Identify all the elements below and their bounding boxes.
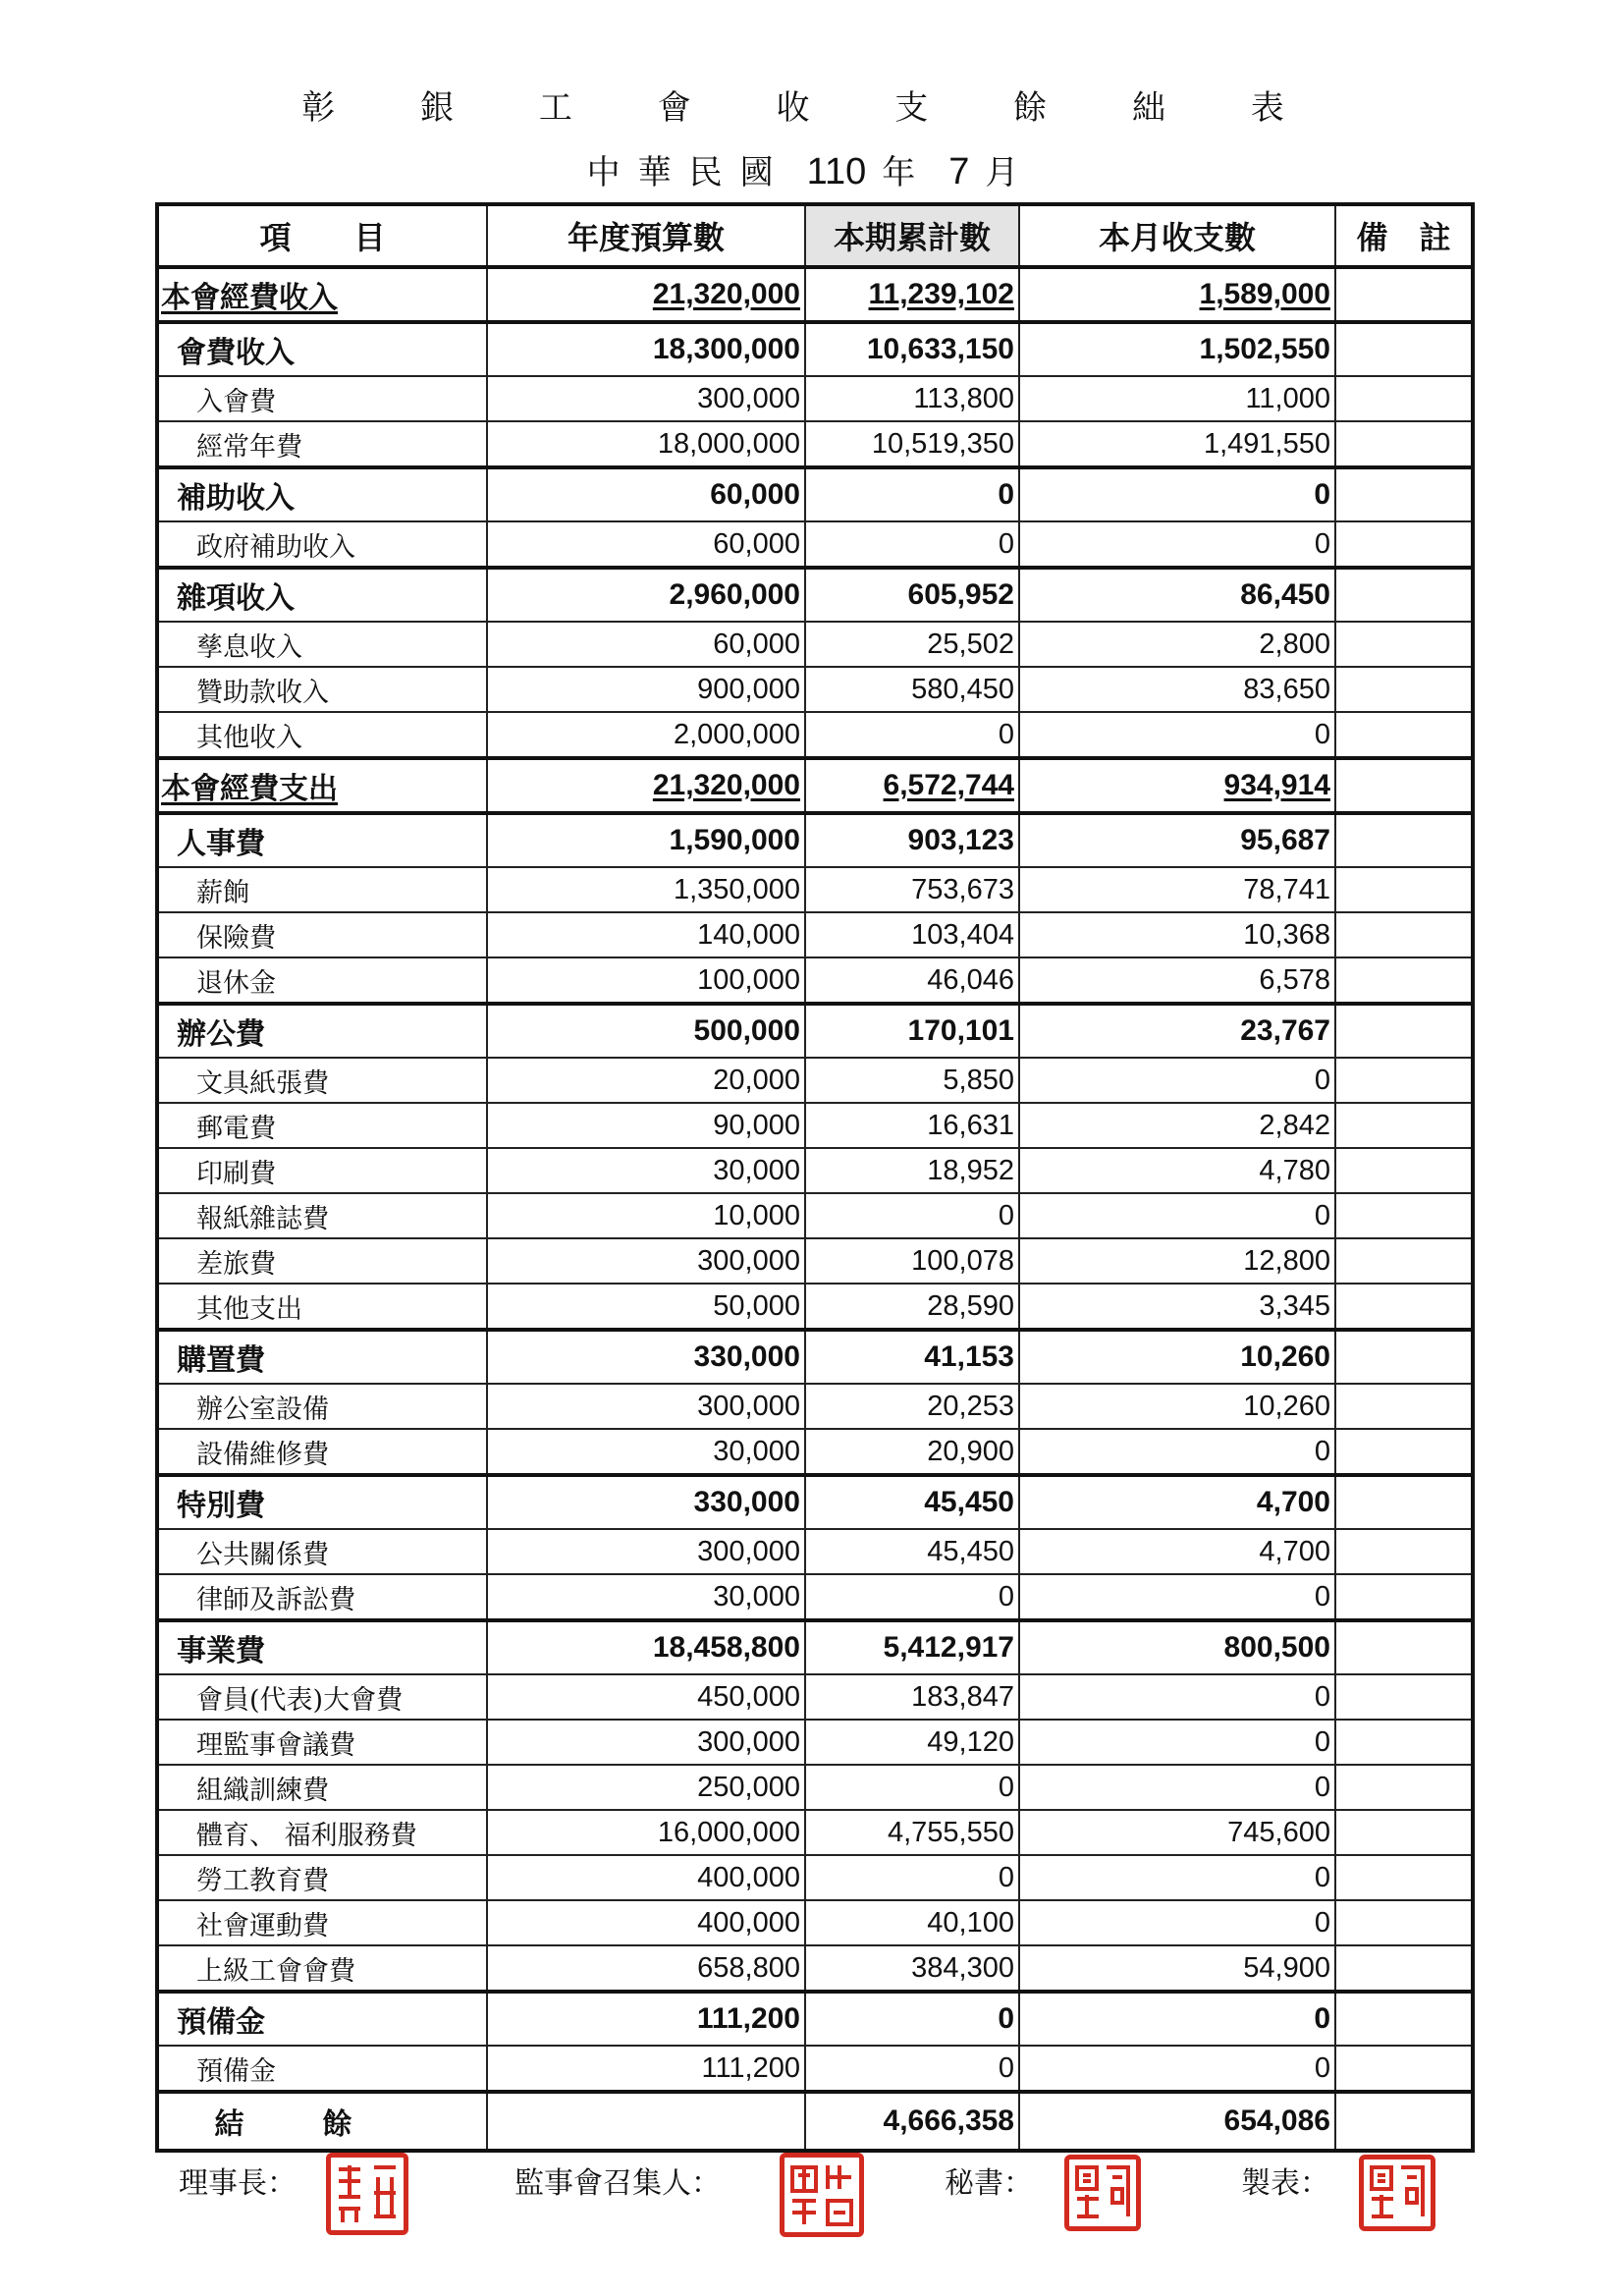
cumulative-cell: 0 <box>805 1992 1019 2046</box>
cumulative-cell-text: 6,572,744 <box>883 769 1014 801</box>
cumulative-cell: 0 <box>805 1765 1019 1810</box>
monthly-cell: 654,086 <box>1019 2092 1335 2151</box>
monthly-cell <box>1019 758 1335 813</box>
remarks-cell <box>1335 1148 1473 1193</box>
cumulative-cell: 49,120 <box>805 1720 1019 1765</box>
budget-cell: 2,960,000 <box>487 568 805 622</box>
secretary-seal-stamp <box>1064 2155 1141 2231</box>
remarks-cell <box>1335 813 1473 867</box>
cumulative-cell: 16,631 <box>805 1103 1019 1148</box>
preparer-seal-stamp <box>1359 2155 1435 2231</box>
header-remarks: 備 註 <box>1335 204 1473 267</box>
row-label: 其他支出 <box>157 1284 487 1330</box>
period-prefix: 中華民國 <box>586 153 791 192</box>
header-item: 項 目 <box>157 204 487 267</box>
budget-cell: 30,000 <box>487 1429 805 1475</box>
subtotal-row <box>157 467 1473 521</box>
cumulative-cell: 5,850 <box>805 1058 1019 1103</box>
monthly-cell: 54,900 <box>1019 1945 1335 1992</box>
monthly-cell: 2,800 <box>1019 622 1335 667</box>
remarks-cell <box>1335 2092 1473 2151</box>
budget-cell: 400,000 <box>487 1900 805 1945</box>
remarks-cell <box>1335 1330 1473 1384</box>
cumulative-cell-text: 11,239,102 <box>868 278 1014 310</box>
budget-cell: 400,000 <box>487 1855 805 1900</box>
budget-cell: 20,000 <box>487 1058 805 1103</box>
row-label: 體育、 福利服務費 <box>157 1810 487 1855</box>
remarks-cell <box>1335 1945 1473 1992</box>
budget-cell: 111,200 <box>487 1992 805 2046</box>
table-row <box>157 1900 1473 1945</box>
cumulative-cell: 183,847 <box>805 1674 1019 1720</box>
period-month: 7 <box>948 151 970 192</box>
subtotal-row <box>157 267 1473 322</box>
remarks-cell <box>1335 2046 1473 2092</box>
remarks-cell <box>1335 1574 1473 1620</box>
cumulative-cell: 20,253 <box>805 1384 1019 1429</box>
budget-cell: 450,000 <box>487 1674 805 1720</box>
budget-cell <box>487 758 805 813</box>
table-row <box>157 867 1473 912</box>
budget-cell: 30,000 <box>487 1574 805 1620</box>
table-header-row <box>157 204 1473 267</box>
table-row <box>157 1148 1473 1193</box>
remarks-cell <box>1335 267 1473 322</box>
row-label: 其他收入 <box>157 712 487 758</box>
row-label: 設備維修費 <box>157 1429 487 1475</box>
row-label: 辦公室設備 <box>157 1384 487 1429</box>
monthly-cell <box>1019 267 1335 322</box>
monthly-cell: 0 <box>1019 2046 1335 2092</box>
row-label: 理監事會議費 <box>157 1720 487 1765</box>
monthly-cell: 0 <box>1019 1429 1335 1475</box>
row-label <box>157 267 487 322</box>
monthly-cell: 95,687 <box>1019 813 1335 867</box>
row-label: 保險費 <box>157 912 487 957</box>
row-label: 會費收入 <box>157 322 487 376</box>
monthly-cell: 0 <box>1019 712 1335 758</box>
table-row <box>157 1384 1473 1429</box>
cumulative-cell: 753,673 <box>805 867 1019 912</box>
cumulative-cell: 46,046 <box>805 957 1019 1004</box>
monthly-cell: 0 <box>1019 1992 1335 2046</box>
budget-cell: 18,000,000 <box>487 421 805 467</box>
cumulative-cell: 580,450 <box>805 667 1019 712</box>
row-label: 郵電費 <box>157 1103 487 1148</box>
monthly-cell: 0 <box>1019 1900 1335 1945</box>
row-label: 文具紙張費 <box>157 1058 487 1103</box>
remarks-cell <box>1335 376 1473 421</box>
preparer-signature-label: 製表： <box>1241 2166 1329 2201</box>
secretary-signature-label: 秘書： <box>945 2166 1033 2201</box>
table-row <box>157 1429 1473 1475</box>
monthly-cell: 0 <box>1019 1720 1335 1765</box>
row-label: 入會費 <box>157 376 487 421</box>
table-row <box>157 1284 1473 1330</box>
table-row <box>157 667 1473 712</box>
row-label: 律師及訴訟費 <box>157 1574 487 1620</box>
table-row <box>157 1674 1473 1720</box>
subtotal-row <box>157 813 1473 867</box>
remarks-cell <box>1335 667 1473 712</box>
budget-cell: 60,000 <box>487 521 805 568</box>
remarks-cell <box>1335 568 1473 622</box>
table-row <box>157 1810 1473 1855</box>
subtotal-row <box>157 1620 1473 1674</box>
row-label: 購置費 <box>157 1330 487 1384</box>
monthly-cell: 3,345 <box>1019 1284 1335 1330</box>
cumulative-cell: 0 <box>805 2046 1019 2092</box>
row-label: 人事費 <box>157 813 487 867</box>
row-label: 報紙雜誌費 <box>157 1193 487 1238</box>
row-label: 辦公費 <box>157 1004 487 1058</box>
cumulative-cell: 41,153 <box>805 1330 1019 1384</box>
subtotal-row <box>157 568 1473 622</box>
table-row <box>157 712 1473 758</box>
budget-cell <box>487 267 805 322</box>
cumulative-cell: 18,952 <box>805 1148 1019 1193</box>
monthly-cell: 86,450 <box>1019 568 1335 622</box>
subtotal-row <box>157 1475 1473 1529</box>
supervisor-seal-stamp <box>780 2153 864 2237</box>
row-label-text: 本會經費收入 <box>161 281 338 315</box>
budget-cell: 658,800 <box>487 1945 805 1992</box>
table-row <box>157 521 1473 568</box>
cumulative-cell: 103,404 <box>805 912 1019 957</box>
table-row <box>157 2046 1473 2092</box>
table-row <box>157 1855 1473 1900</box>
cumulative-cell: 28,590 <box>805 1284 1019 1330</box>
monthly-cell: 0 <box>1019 1193 1335 1238</box>
signature-area <box>0 2159 1623 2267</box>
budget-cell: 330,000 <box>487 1475 805 1529</box>
cumulative-cell: 25,502 <box>805 622 1019 667</box>
budget-cell: 60,000 <box>487 467 805 521</box>
monthly-cell: 4,700 <box>1019 1475 1335 1529</box>
budget-cell: 2,000,000 <box>487 712 805 758</box>
table-body <box>157 267 1473 2151</box>
remarks-cell <box>1335 622 1473 667</box>
monthly-cell: 2,842 <box>1019 1103 1335 1148</box>
monthly-cell: 0 <box>1019 521 1335 568</box>
budget-cell: 30,000 <box>487 1148 805 1193</box>
monthly-cell-text: 1,589,000 <box>1199 278 1330 310</box>
monthly-cell: 1,502,550 <box>1019 322 1335 376</box>
remarks-cell <box>1335 1620 1473 1674</box>
row-label: 雜項收入 <box>157 568 487 622</box>
remarks-cell <box>1335 1058 1473 1103</box>
period-line <box>0 145 1623 193</box>
budget-cell: 300,000 <box>487 376 805 421</box>
cumulative-cell: 10,519,350 <box>805 421 1019 467</box>
row-label: 特別費 <box>157 1475 487 1529</box>
row-label: 贊助款收入 <box>157 667 487 712</box>
budget-cell-text: 21,320,000 <box>652 278 800 310</box>
monthly-cell: 10,368 <box>1019 912 1335 957</box>
cumulative-cell: 20,900 <box>805 1429 1019 1475</box>
cumulative-cell: 170,101 <box>805 1004 1019 1058</box>
budget-cell: 300,000 <box>487 1720 805 1765</box>
cumulative-cell: 0 <box>805 521 1019 568</box>
remarks-cell <box>1335 957 1473 1004</box>
remarks-cell <box>1335 1193 1473 1238</box>
monthly-cell-text: 934,914 <box>1223 769 1330 801</box>
subtotal-row <box>157 1004 1473 1058</box>
monthly-cell: 12,800 <box>1019 1238 1335 1284</box>
budget-cell: 90,000 <box>487 1103 805 1148</box>
row-label: 上級工會會費 <box>157 1945 487 1992</box>
table-row <box>157 1574 1473 1620</box>
header-monthly: 本月收支數 <box>1019 204 1335 267</box>
monthly-cell: 78,741 <box>1019 867 1335 912</box>
header-budget: 年度預算數 <box>487 204 805 267</box>
row-label: 公共關係費 <box>157 1529 487 1574</box>
header-cumulative: 本期累計數 <box>805 204 1019 267</box>
monthly-cell: 0 <box>1019 1855 1335 1900</box>
monthly-cell: 0 <box>1019 1058 1335 1103</box>
budget-cell: 60,000 <box>487 622 805 667</box>
remarks-cell <box>1335 758 1473 813</box>
monthly-cell: 10,260 <box>1019 1330 1335 1384</box>
budget-cell: 900,000 <box>487 667 805 712</box>
cumulative-cell: 4,666,358 <box>805 2092 1019 2151</box>
monthly-cell: 0 <box>1019 1574 1335 1620</box>
remarks-cell <box>1335 322 1473 376</box>
remarks-cell <box>1335 1384 1473 1429</box>
budget-cell: 100,000 <box>487 957 805 1004</box>
table-row <box>157 957 1473 1004</box>
table-row <box>157 1529 1473 1574</box>
cumulative-cell: 45,450 <box>805 1475 1019 1529</box>
remarks-cell <box>1335 1900 1473 1945</box>
cumulative-cell: 5,412,917 <box>805 1620 1019 1674</box>
monthly-cell: 23,767 <box>1019 1004 1335 1058</box>
subtotal-row <box>157 1330 1473 1384</box>
monthly-cell: 4,700 <box>1019 1529 1335 1574</box>
remarks-cell <box>1335 1475 1473 1529</box>
row-label: 孳息收入 <box>157 622 487 667</box>
budget-cell: 300,000 <box>487 1384 805 1429</box>
remarks-cell <box>1335 912 1473 957</box>
row-label: 政府補助收入 <box>157 521 487 568</box>
row-label: 補助收入 <box>157 467 487 521</box>
row-label: 預備金 <box>157 2046 487 2092</box>
remarks-cell <box>1335 1855 1473 1900</box>
table-row <box>157 1238 1473 1284</box>
subtotal-row <box>157 322 1473 376</box>
row-label: 經常年費 <box>157 421 487 467</box>
remarks-cell <box>1335 467 1473 521</box>
table-row <box>157 1193 1473 1238</box>
remarks-cell <box>1335 1720 1473 1765</box>
remarks-cell <box>1335 521 1473 568</box>
table-row <box>157 1720 1473 1765</box>
budget-cell: 50,000 <box>487 1284 805 1330</box>
monthly-cell: 83,650 <box>1019 667 1335 712</box>
row-label: 組織訓練費 <box>157 1765 487 1810</box>
table-row <box>157 1765 1473 1810</box>
row-label <box>157 758 487 813</box>
table-row <box>157 1058 1473 1103</box>
monthly-cell: 4,780 <box>1019 1148 1335 1193</box>
cumulative-cell: 0 <box>805 712 1019 758</box>
cumulative-cell: 903,123 <box>805 813 1019 867</box>
cumulative-cell: 0 <box>805 1855 1019 1900</box>
cumulative-cell: 605,952 <box>805 568 1019 622</box>
cumulative-cell: 45,450 <box>805 1529 1019 1574</box>
row-label: 薪餉 <box>157 867 487 912</box>
cumulative-cell: 384,300 <box>805 1945 1019 1992</box>
remarks-cell <box>1335 1810 1473 1855</box>
budget-cell: 10,000 <box>487 1193 805 1238</box>
subtotal-row <box>157 758 1473 813</box>
budget-cell: 140,000 <box>487 912 805 957</box>
period-year-label: 年 <box>882 153 934 192</box>
monthly-cell: 1,491,550 <box>1019 421 1335 467</box>
monthly-cell: 0 <box>1019 1674 1335 1720</box>
row-label: 會員(代表)大會費 <box>157 1674 487 1720</box>
budget-cell: 18,300,000 <box>487 322 805 376</box>
cumulative-cell: 0 <box>805 1193 1019 1238</box>
table-row <box>157 421 1473 467</box>
supervisor-signature-label: 監事會召集人： <box>514 2166 721 2201</box>
row-label: 差旅費 <box>157 1238 487 1284</box>
balance-row <box>157 2092 1473 2151</box>
remarks-cell <box>1335 1238 1473 1284</box>
budget-cell-text: 21,320,000 <box>652 769 800 801</box>
budget-cell: 1,350,000 <box>487 867 805 912</box>
remarks-cell <box>1335 1429 1473 1475</box>
cumulative-cell: 40,100 <box>805 1900 1019 1945</box>
row-label: 預備金 <box>157 1992 487 2046</box>
monthly-cell: 745,600 <box>1019 1810 1335 1855</box>
cumulative-cell <box>805 758 1019 813</box>
budget-cell: 1,590,000 <box>487 813 805 867</box>
period-year: 110 <box>806 151 867 192</box>
document-title: 彰 銀 工 會 收 支 餘 絀 表 <box>301 88 1322 128</box>
remarks-cell <box>1335 1529 1473 1574</box>
subtotal-row <box>157 1992 1473 2046</box>
budget-cell <box>487 2092 805 2151</box>
remarks-cell <box>1335 1765 1473 1810</box>
row-label: 事業費 <box>157 1620 487 1674</box>
table-row <box>157 376 1473 421</box>
budget-cell: 300,000 <box>487 1529 805 1574</box>
budget-cell: 500,000 <box>487 1004 805 1058</box>
table-row <box>157 912 1473 957</box>
row-label: 印刷費 <box>157 1148 487 1193</box>
remarks-cell <box>1335 1004 1473 1058</box>
cumulative-cell <box>805 267 1019 322</box>
budget-cell: 330,000 <box>487 1330 805 1384</box>
cumulative-cell: 10,633,150 <box>805 322 1019 376</box>
budget-cell: 16,000,000 <box>487 1810 805 1855</box>
row-label: 社會運動費 <box>157 1900 487 1945</box>
monthly-cell: 10,260 <box>1019 1384 1335 1429</box>
remarks-cell <box>1335 1992 1473 2046</box>
cumulative-cell: 0 <box>805 1574 1019 1620</box>
row-label: 退休金 <box>157 957 487 1004</box>
cumulative-cell: 113,800 <box>805 376 1019 421</box>
table-row <box>157 1103 1473 1148</box>
remarks-cell <box>1335 1674 1473 1720</box>
income-expense-table <box>155 202 1475 2153</box>
cumulative-cell: 100,078 <box>805 1238 1019 1284</box>
table-row <box>157 622 1473 667</box>
monthly-cell: 800,500 <box>1019 1620 1335 1674</box>
chairman-signature-label: 理事長： <box>179 2166 297 2201</box>
table-row <box>157 1945 1473 1992</box>
budget-cell: 18,458,800 <box>487 1620 805 1674</box>
chairman-seal-stamp <box>326 2153 408 2235</box>
monthly-cell: 11,000 <box>1019 376 1335 421</box>
period-month-label: 月 <box>985 153 1037 192</box>
budget-cell: 250,000 <box>487 1765 805 1810</box>
budget-cell: 111,200 <box>487 2046 805 2092</box>
cumulative-cell: 4,755,550 <box>805 1810 1019 1855</box>
monthly-cell: 0 <box>1019 1765 1335 1810</box>
monthly-cell: 0 <box>1019 467 1335 521</box>
remarks-cell <box>1335 1103 1473 1148</box>
monthly-cell: 6,578 <box>1019 957 1335 1004</box>
row-label: 勞工教育費 <box>157 1855 487 1900</box>
remarks-cell <box>1335 712 1473 758</box>
budget-cell: 300,000 <box>487 1238 805 1284</box>
row-label: 結餘 <box>157 2092 487 2151</box>
cumulative-cell: 0 <box>805 467 1019 521</box>
remarks-cell <box>1335 867 1473 912</box>
remarks-cell <box>1335 1284 1473 1330</box>
row-label-text: 本會經費支出 <box>161 772 338 806</box>
remarks-cell <box>1335 421 1473 467</box>
